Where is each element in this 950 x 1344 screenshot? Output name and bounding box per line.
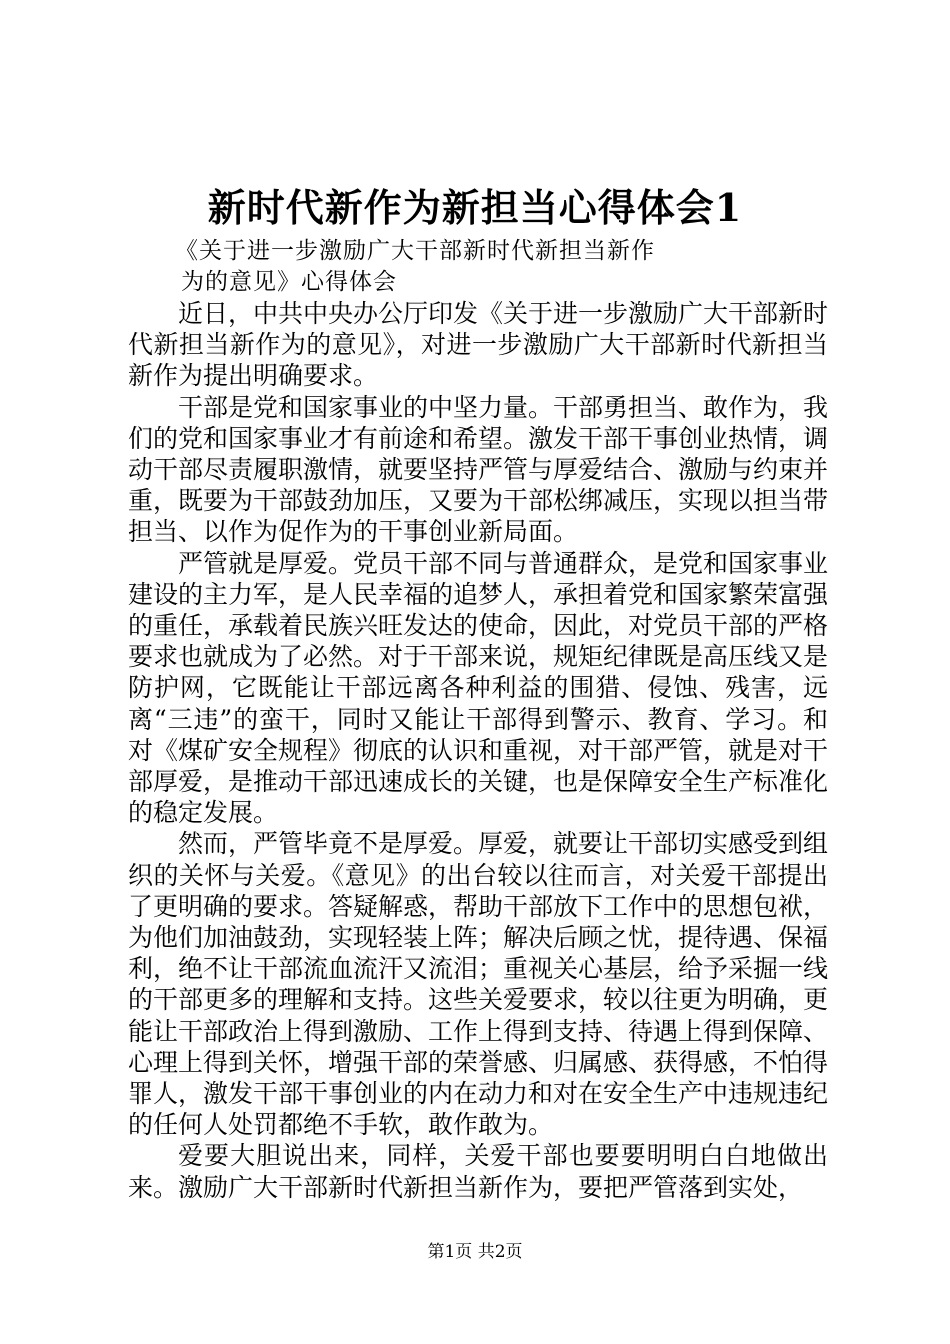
subtitle-line-1: 《关于进一步激励广大干部新时代新担当新作: [175, 238, 655, 264]
paragraph-1: 近日，中共中央办公厅印发《关于进一步激励广大干部新时代新担当新作为的意见》，对进一步激励广大干部新时代新担当新作为提出明确要求。: [128, 299, 829, 391]
paragraph-5: 爱要大胆说出来，同样，关爱干部也要要明明白白地做出来。激励广大干部新时代新担当新作为，要把严管落到实处，: [128, 1141, 828, 1202]
subtitle-line-2: 为的意见》心得体会: [181, 269, 397, 295]
document-title: 新时代新作为新担当心得体会1: [207, 185, 743, 230]
document-body: [128, 298, 828, 1203]
document-subtitle: [175, 236, 735, 298]
paragraph-3: 严管就是厚爱。党员干部不同与普通群众，是党和国家事业建设的主力军，是人民幸福的追梦人，承担着党和国家繁荣富强的重任，承载着民族兴旺发达的使命，因此，对党员干部的严格要求也就成为了必然。对于干部来说，规矩纪律既是高压线又是防护网，它既能让干部远离各种利益的围猎、侵蚀、残害，远离“三违”的蛮干，同时又能让干部得到警示、教育、学习。和对《煤矿安全规程》彻底的认识和重视，对干部严管，就是对干部厚爱，是推动干部迅速成长的关键，也是保障安全生产标准化的稳定发展。: [128, 548, 829, 828]
page-footer: 第1页 共2页: [427, 1242, 523, 1262]
paragraph-2: 干部是党和国家事业的中坚力量。干部勇担当、敢作为，我们的党和国家事业才有前途和希望。激发干部干事创业热情，调动干部尽责履职激情，就要坚持严管与厚爱结合、激励与约束并重，既要为干部鼓劲加压，又要为干部松绑减压，实现以担当带担当、以作为促作为的干事创业新局面。: [128, 392, 829, 547]
paragraph-4: 然而，严管毕竟不是厚爱。厚爱，就要让干部切实感受到组织的关怀与关爱。《意见》的出台较以往而言，对关爱干部提出了更明确的要求。答疑解惑，帮助干部放下工作中的思想包袱，为他们加油鼓劲，实现轻装上阵；解决后顾之忧，提待遇、保福利，绝不让干部流血流汗又流泪；重视关心基层，给予采掘一线的干部更多的理解和支持。这些关爱要求，较以往更为明确，更能让干部政治上得到激励、工作上得到支持、待遇上得到保障、心理上得到关怀，增强干部的荣誉感、归属感、获得感，不怕得罪人，激发干部干事创业的内在动力和对在安全生产中违规违纪的任何人处罚都绝不手软，敢作敢为。: [128, 829, 829, 1140]
